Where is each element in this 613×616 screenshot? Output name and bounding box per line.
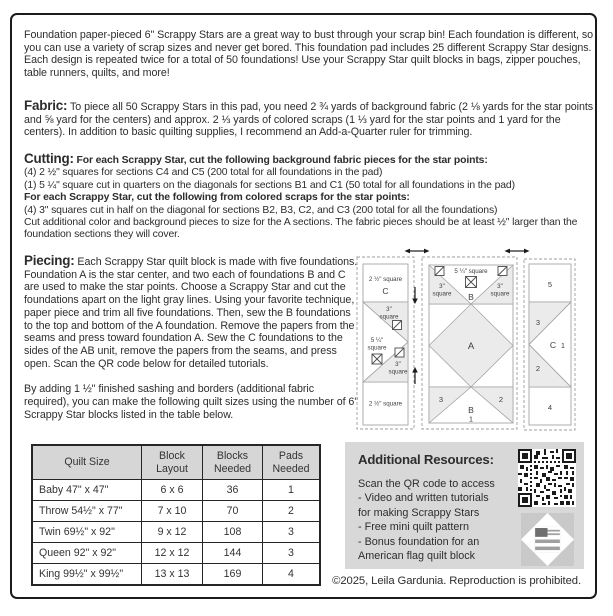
cutting-line-4: Cut additional color and background pieces to size for the A sections. The fabric pieces should be at least ½" larger than the foundation sections they will cover.	[24, 217, 578, 241]
cell-block-layout: 7 x 10	[142, 501, 203, 522]
cell-quilt-size: Baby 47" x 47"	[32, 480, 142, 501]
col-header-blocks-needed: Blocks Needed	[203, 445, 263, 480]
c-foundation-right-panel	[524, 259, 575, 430]
fabric-section	[24, 100, 598, 139]
b-3in-left-2: square	[432, 290, 452, 298]
b-5qtr-square-label: 5 ¼" square	[454, 268, 488, 275]
table-row	[32, 501, 320, 522]
b-3in-right-2: square	[490, 290, 510, 298]
cell-block-layout: 6 x 6	[142, 480, 203, 501]
cut-apart-arrow-right	[505, 249, 530, 254]
resources-text: Scan the QR code to access - Video and written tutorials for making Scrappy Stars - Free mini quilt pattern - Bonus foundation for an American flag quilt block	[358, 478, 495, 563]
piecing-heading: Piecing:	[24, 253, 75, 268]
foundation-diagram	[356, 247, 586, 439]
table-row	[32, 522, 320, 543]
left-c-label: C	[382, 286, 389, 296]
c-section-1: 1	[560, 341, 566, 350]
b-3in-left-1: 3"	[439, 283, 445, 290]
cutting-line-2: (1) 5 ¼" square cut in quarters on the diagonals for sections B1 and C1 (50 total for all foundations in the pad)	[24, 179, 515, 191]
american-flag-star-block-logo	[521, 513, 574, 566]
cell-pads-needed: 1	[263, 480, 321, 501]
b-section-1: 1	[468, 414, 474, 424]
left-3in-bot-2: square	[388, 368, 408, 376]
col-header-quilt-size: Quilt Size	[32, 445, 142, 480]
piecing-text: Each Scrappy Star quilt block is made with five foundations. Foundation A is the star center, and two each of foundations B and C are used to make the star points. Choose a Scrappy Star and cut the foundations apart on the light gray lines. Using your favorite technique, paper piece and trim all five foundations. Then, sew the B foundations to the top and bottom of the A foundation. Remove the papers from the seams and press toward foundation A. Sew the C foundations to the sides of the AB unit, remove the papers from the seams, and press open. Scan the QR code below for detailed tutorials.	[24, 256, 358, 370]
left-3in-top-1: 3"	[386, 306, 392, 313]
cell-blocks-needed: 108	[203, 522, 263, 543]
copyright-line: ©2025, Leila Gardunia. Reproduction is prohibited.	[332, 575, 581, 587]
b-3in-right-1: 3"	[497, 283, 503, 290]
quilt-size-table	[31, 444, 321, 586]
instruction-sheet	[10, 13, 597, 599]
cutting-intro: For each Scrappy Star, cut the following background fabric pieces for the star points:	[76, 155, 488, 166]
half-square-cut-icon	[393, 321, 402, 330]
cell-blocks-needed: 36	[203, 480, 263, 501]
left-3in-top-2: square	[379, 313, 399, 321]
c-section-3: 3	[535, 318, 541, 327]
c-section-2: 2	[535, 364, 541, 373]
cell-block-layout: 13 x 13	[142, 564, 203, 586]
cell-block-layout: 12 x 12	[142, 543, 203, 564]
piecing-section	[24, 255, 362, 421]
cell-pads-needed: 4	[263, 564, 321, 586]
cut-apart-arrow-left	[405, 249, 430, 254]
ab-foundation-middle-panel	[422, 257, 517, 429]
cutting-section	[24, 153, 602, 242]
half-square-cut-icon	[395, 348, 404, 357]
cell-quilt-size: King 99½" x 99½"	[32, 564, 142, 586]
left-3in-bot-1: 3"	[395, 361, 401, 368]
b-bottom-label: B	[468, 405, 474, 415]
cutting-line-1: (4) 2 ½" squares for sections C4 and C5 (200 total for all foundations in the pad)	[24, 167, 383, 179]
cell-blocks-needed: 70	[203, 501, 263, 522]
fabric-text: To piece all 50 Scrappy Stars in this pad, you need 2 ¾ yards of background fabric (2 ⅛ yards for the star points and ⅝ yard for the centers) and approx. 2 ⅓ yards of colored scraps (1 ⅓ yard for the star points and 1 yard for the centers). In addition to basic quilting supplies, I recommend an Add-a-Quarter ruler for trimming.	[24, 101, 594, 139]
quarter-square-cut-icon	[372, 354, 382, 364]
sew-up-arrow	[412, 367, 418, 384]
table-row	[32, 564, 320, 586]
half-square-cut-icon	[498, 267, 507, 276]
cell-quilt-size: Throw 54½" x 77"	[32, 501, 142, 522]
additional-resources-box	[345, 442, 584, 569]
left-bottom-square-label: 2 ½" square	[368, 400, 403, 408]
cell-quilt-size: Queen 92" x 92"	[32, 543, 142, 564]
left-top-square-label: 2 ½" square	[368, 276, 403, 283]
c-foundation-left-panel	[357, 257, 414, 429]
sew-down-arrow	[412, 287, 418, 304]
fabric-heading: Fabric:	[24, 98, 68, 113]
a-foundation-label: A	[467, 341, 475, 352]
cutting-heading: Cutting:	[24, 151, 74, 166]
b-top-label: B	[468, 292, 474, 302]
cutting-line-3: (4) 3" squares cut in half on the diagonal for sections B2, B3, C2, and C3 (200 total for all the foundations)	[24, 204, 498, 216]
qr-code	[518, 449, 576, 507]
cutting-colored-intro: For each Scrappy Star, cut the following from colored scraps for the star points:	[24, 192, 410, 204]
cell-pads-needed: 3	[263, 543, 321, 564]
cell-blocks-needed: 144	[203, 543, 263, 564]
quarter-square-cut-icon	[466, 277, 477, 288]
col-header-block-layout: Block Layout	[142, 445, 203, 480]
c-section-4: 4	[547, 403, 553, 412]
cell-pads-needed: 3	[263, 522, 321, 543]
col-header-pads-needed: Pads Needed	[263, 445, 321, 480]
b-section-3: 3	[438, 395, 444, 404]
left-5qtr-2: square	[367, 344, 387, 352]
cell-pads-needed: 2	[263, 501, 321, 522]
intro-paragraph: Foundation paper-pieced 6" Scrappy Stars are a great way to bust through your scrap bin! Each foundation is different, so you can use a variety of scrap sizes and never get bored. This foundation pad includes 25 different Scrappy Star designs. Each design is repeated twice for a total of 50 foundations! Use your Scrappy Star quilt blocks in bags, zipper pouches, table runners, quilts, and more!	[24, 29, 594, 80]
c-foundation-label: C	[549, 340, 557, 350]
cell-quilt-size: Twin 69½" x 92"	[32, 522, 142, 543]
table-header-row	[32, 445, 320, 480]
cell-block-layout: 9 x 12	[142, 522, 203, 543]
left-5qtr-1: 5 ¼"	[370, 337, 384, 344]
half-square-cut-icon	[435, 267, 444, 276]
cell-blocks-needed: 169	[203, 564, 263, 586]
sashing-paragraph: By adding 1 ½" finished sashing and borders (additional fabric required), you can make the following quilt sizes using the number of 6" Scrappy Star blocks listed in the table below.	[24, 383, 359, 421]
c-section-5: 5	[547, 280, 553, 289]
table-row	[32, 543, 320, 564]
resources-heading: Additional Resources:	[358, 452, 494, 467]
b-section-2: 2	[498, 395, 504, 404]
table-row	[32, 480, 320, 501]
